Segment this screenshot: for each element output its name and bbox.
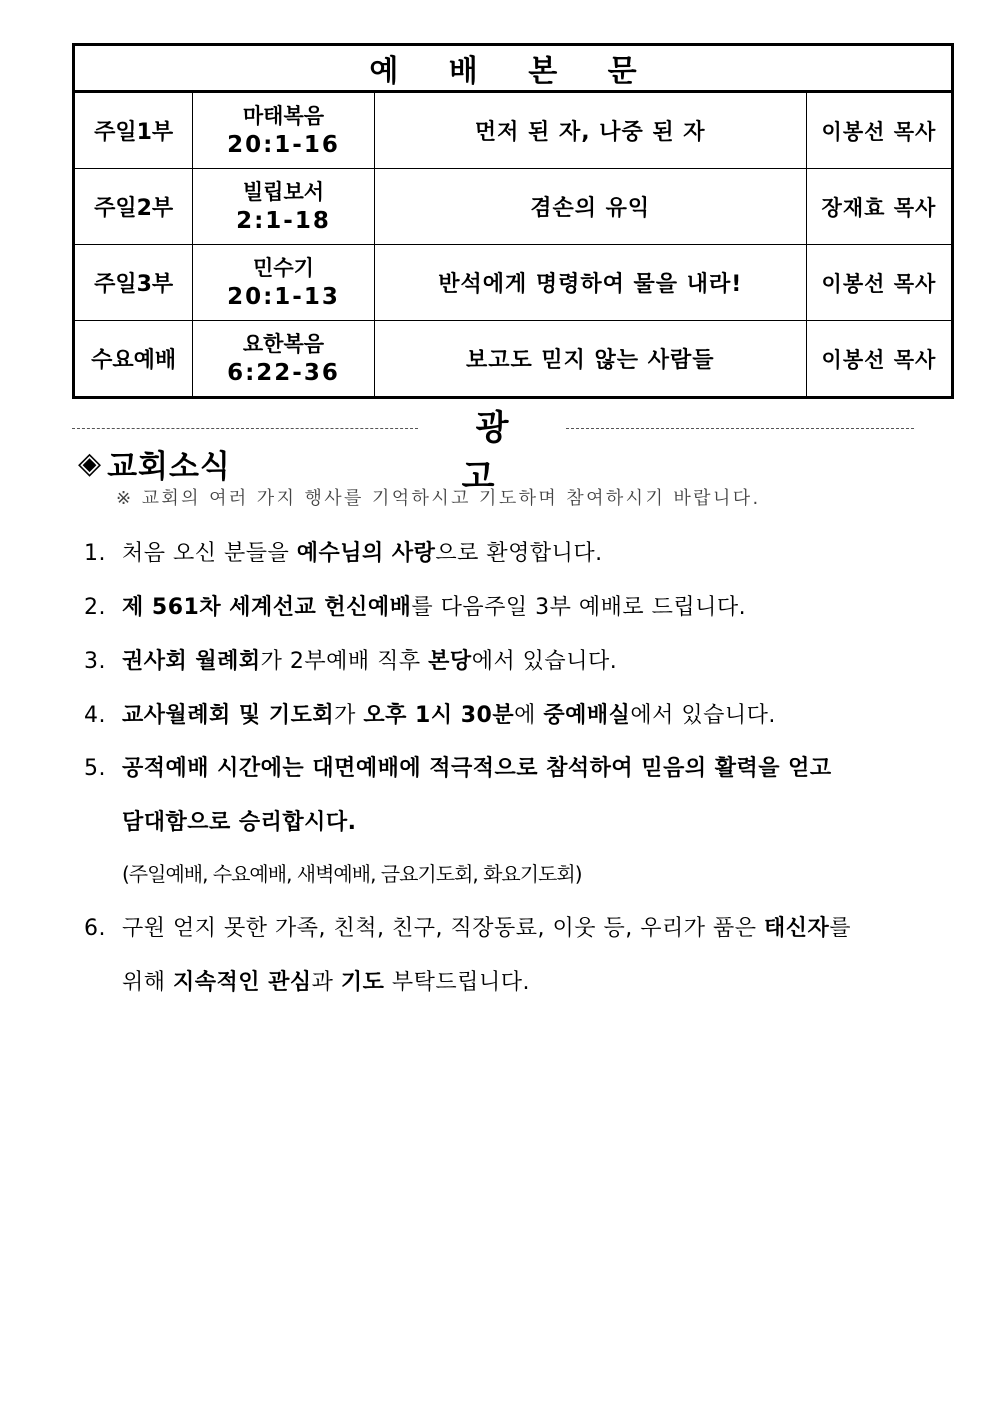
- table-row: [74, 245, 953, 321]
- service-cell: 주일2부: [74, 169, 193, 245]
- list-item-continuation: [122, 965, 530, 996]
- item-bold: 오후 1시 30분: [363, 703, 515, 728]
- item-text: 를: [829, 916, 851, 941]
- item-text: 처음 오신 분들을: [122, 541, 297, 566]
- service-cell: 주일1부: [74, 92, 193, 169]
- item-bold: 공적예배 시간에는 대면예배에 적극적으로 참석하여 믿음의 활력을 얻고: [122, 756, 832, 781]
- item-text: 가: [334, 703, 364, 728]
- item-text: 과: [311, 970, 341, 995]
- news-heading-text: 교회소식: [107, 448, 231, 485]
- item-bold: 담대함으로 승리합시다.: [122, 810, 357, 835]
- table-row: [74, 169, 953, 245]
- item-text: 으로 환영합니다.: [435, 541, 603, 566]
- table-row: [74, 321, 953, 398]
- list-item: [84, 590, 746, 621]
- item-text: 가 2부예배 직후: [260, 649, 429, 674]
- scripture-verse: 6:22-36: [227, 359, 340, 386]
- scripture-book: 민수기: [253, 255, 314, 280]
- list-item-continuation: [122, 805, 357, 836]
- list-item: [84, 536, 603, 567]
- preacher-cell: 장재효 목사: [806, 169, 952, 245]
- service-cell: 주일3부: [74, 245, 193, 321]
- table-row: [74, 92, 953, 169]
- item-bold: 기도: [340, 970, 385, 995]
- list-item-subnote: (주일예배, 수요예배, 새벽예배, 금요기도회, 화요기도회): [122, 862, 582, 886]
- list-item: [84, 698, 776, 729]
- diamond-icon: ◈: [78, 445, 102, 481]
- dashed-divider-right: [566, 428, 914, 429]
- scripture-book: 마태복음: [242, 103, 325, 128]
- sermon-table-title: 예 배 본 문: [74, 45, 953, 92]
- scripture-verse: 2:1-18: [236, 207, 331, 234]
- item-bold: 본당: [428, 649, 472, 674]
- list-item: [84, 644, 617, 675]
- list-item: [84, 911, 851, 942]
- ad-title: 광고: [461, 408, 537, 497]
- list-item: [84, 751, 832, 782]
- item-text: 부탁드립니다.: [384, 970, 530, 995]
- news-note: ※ 교회의 여러 가지 행사를 기억하시고 기도하며 참여하시기 바랍니다.: [116, 488, 761, 509]
- item-text: 에서 있습니다.: [630, 703, 776, 728]
- scripture-cell: [193, 92, 374, 169]
- item-bold: 권사회 월례회: [122, 649, 261, 674]
- scripture-verse: 20:1-13: [227, 283, 340, 310]
- item-number: 4.: [84, 703, 106, 728]
- item-bold: 태신자: [763, 916, 830, 941]
- scripture-cell: [193, 245, 374, 321]
- sermon-table: [72, 43, 954, 399]
- news-heading: [78, 441, 231, 485]
- preacher-cell: 이봉선 목사: [806, 92, 952, 169]
- item-text: 를 다음주일 3부 예배로 드립니다.: [411, 595, 747, 620]
- item-text: 위해: [122, 970, 173, 995]
- scripture-book: 빌립보서: [242, 179, 325, 204]
- scripture-cell: [193, 321, 374, 398]
- item-number: 5.: [84, 756, 106, 781]
- preacher-cell: 이봉선 목사: [806, 321, 952, 398]
- dashed-divider-left: [72, 428, 418, 429]
- service-cell: 수요예배: [74, 321, 193, 398]
- sermon-title-cell: 반석에게 명령하여 물을 내라!: [374, 245, 806, 321]
- item-bold: 지속적인 관심: [173, 970, 312, 995]
- sermon-title-cell: 겸손의 유익: [374, 169, 806, 245]
- item-number: 1.: [84, 541, 106, 566]
- scripture-book: 요한복음: [242, 331, 325, 356]
- item-number: 6.: [84, 916, 106, 941]
- item-bold: 중예배실: [543, 703, 631, 728]
- item-bold: 교사월례회 및 기도회: [122, 703, 335, 728]
- preacher-cell: 이봉선 목사: [806, 245, 952, 321]
- scripture-cell: [193, 169, 374, 245]
- sermon-title-cell: 먼저 된 자, 나중 된 자: [374, 92, 806, 169]
- item-number: 3.: [84, 649, 106, 674]
- item-bold: 제 561차 세계선교 헌신예배: [122, 595, 412, 620]
- item-text: 에서 있습니다.: [471, 649, 618, 674]
- item-text: 구원 얻지 못한 가족, 친척, 친구, 직장동료, 이웃 등, 우리가 품은: [122, 916, 764, 941]
- item-bold: 예수님의 사랑: [296, 541, 436, 566]
- item-number: 2.: [84, 595, 106, 620]
- item-text: 에: [514, 703, 544, 728]
- sermon-title-cell: 보고도 믿지 않는 사람들: [374, 321, 806, 398]
- scripture-verse: 20:1-16: [227, 131, 340, 158]
